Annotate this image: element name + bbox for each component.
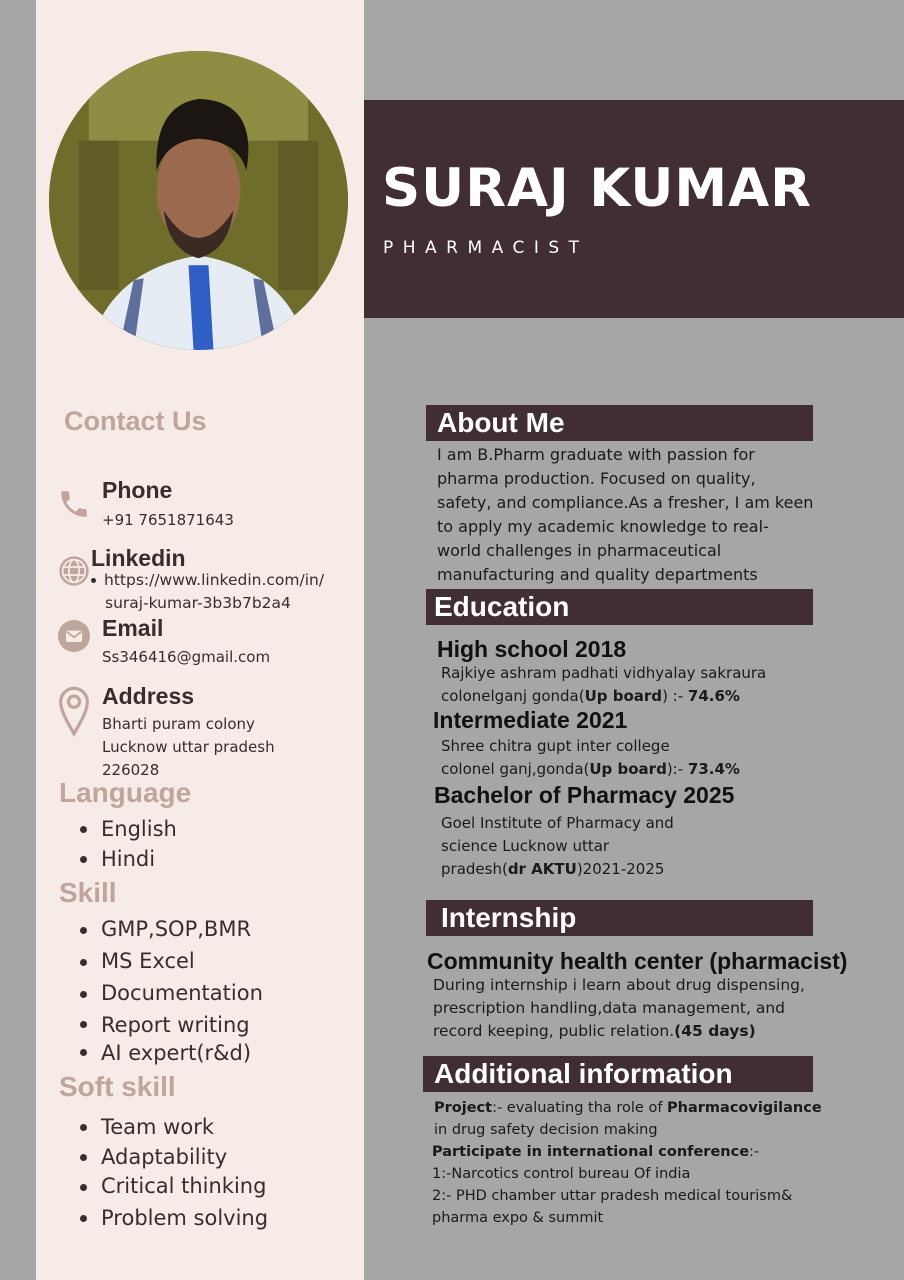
language-list	[57, 814, 177, 874]
internship-heading: Community health center (pharmacist)	[427, 948, 848, 974]
language-item: Hindi	[57, 844, 177, 874]
project-line: in drug safety decision making	[434, 1122, 658, 1138]
address-value	[102, 713, 275, 782]
address-line: Bharti puram colony	[102, 715, 255, 733]
education-line: Goel Institute of Pharmacy and	[441, 814, 674, 832]
globe-icon	[58, 555, 90, 587]
address-label: Address	[102, 683, 195, 709]
skill-title: Skill	[59, 877, 117, 908]
email-label: Email	[102, 615, 164, 641]
soft-skill-item: Adaptability	[57, 1142, 268, 1171]
address-line: 226028	[102, 761, 160, 779]
text-segment: ):-	[666, 760, 688, 778]
education-line	[441, 685, 766, 708]
profile-photo	[49, 51, 348, 350]
soft-skill-item: Critical thinking	[57, 1171, 268, 1203]
education-heading-intermediate: Intermediate 2021	[433, 707, 628, 733]
education-line	[441, 758, 740, 781]
education-line: Rajkiye ashram padhati vidhyalay sakraura	[441, 664, 767, 682]
education-section-header	[426, 589, 813, 625]
address-line: Lucknow uttar pradesh	[102, 738, 275, 756]
internship-line	[433, 1020, 805, 1043]
email-value[interactable]: Ss346416@gmail.com	[102, 648, 271, 666]
text-segment: :- evaluating tha role of	[492, 1100, 668, 1116]
education-line: Shree chitra gupt inter college	[441, 737, 670, 755]
soft-skill-list	[57, 1112, 268, 1233]
language-title: Language	[59, 777, 192, 808]
skill-item: MS Excel	[57, 946, 263, 978]
score: 74.6%	[687, 687, 740, 705]
internship-line: prescription handling,data management, and	[433, 999, 786, 1017]
conference-item: 2:- PHD chamber uttar pradesh medical tourism&	[432, 1188, 793, 1204]
education-line	[441, 858, 674, 881]
internship-title: Internship	[441, 902, 577, 933]
board-name: Up board	[584, 687, 663, 705]
education-title: Education	[434, 591, 570, 622]
internship-line: During internship i learn about drug dispensing,	[433, 976, 805, 994]
education-detail-intermediate	[441, 735, 740, 781]
about-line: manufacturing and quality departments	[437, 565, 758, 584]
education-detail-bpharm	[441, 812, 674, 881]
conference-item: pharma expo & summit	[432, 1210, 604, 1226]
internship-duration: (45 days)	[674, 1022, 756, 1040]
text-segment: :-	[749, 1144, 760, 1160]
phone-icon	[57, 486, 91, 522]
phone-label: Phone	[102, 477, 173, 503]
skill-item: GMP,SOP,BMR	[57, 914, 263, 946]
phone-value: +91 7651871643	[102, 511, 234, 529]
additional-section-header	[423, 1056, 813, 1092]
linkedin-value[interactable]	[91, 569, 324, 615]
conference-heading	[432, 1141, 792, 1163]
conference-label: Participate in international conference	[432, 1144, 750, 1160]
soft-skill-item: Problem solving	[57, 1203, 268, 1233]
education-detail-highschool	[441, 662, 766, 708]
about-text	[437, 443, 813, 587]
language-item: English	[57, 814, 177, 844]
map-pin-icon	[58, 685, 90, 737]
about-line: safety, and compliance.As a fresher, I am keen	[437, 493, 814, 512]
board-name: Up board	[589, 760, 667, 778]
additional-title: Additional information	[434, 1058, 733, 1089]
education-heading-bpharm: Bachelor of Pharmacy 2025	[434, 782, 735, 808]
about-line: pharma production. Focused on quality,	[437, 469, 756, 488]
bullet-dot	[91, 578, 96, 583]
internship-section-header	[426, 900, 813, 936]
profile-photo-illustration	[49, 51, 348, 350]
conference-item: 1:-Narcotics control bureau Of india	[432, 1166, 691, 1182]
project-line	[434, 1097, 822, 1119]
internship-text	[433, 974, 805, 1043]
education-heading-highschool: High school 2018	[437, 636, 627, 662]
skill-item: Report writing	[57, 1010, 263, 1038]
text-segment: )2021-2025	[576, 860, 665, 878]
project-label: Project	[434, 1100, 493, 1116]
education-line: science Lucknow uttar	[441, 837, 610, 855]
contact-title: Contact Us	[64, 406, 207, 436]
score: 73.4%	[687, 760, 740, 778]
text-segment: colonel ganj,gonda(	[441, 760, 590, 778]
linkedin-label: Linkedin	[91, 545, 186, 571]
about-section-header	[426, 405, 813, 441]
about-line: world challenges in pharmaceutical	[437, 541, 722, 560]
text-segment: record keeping, public relation.	[433, 1022, 675, 1040]
envelope-icon	[58, 620, 90, 652]
project-keyword: Pharmacovigilance	[667, 1100, 822, 1116]
university-name: dr AKTU	[507, 860, 577, 878]
candidate-name: SURAJ KUMAR	[382, 158, 812, 219]
text-segment: pradesh(	[441, 860, 508, 878]
linkedin-url-line1[interactable]: https://www.linkedin.com/in/	[104, 571, 325, 589]
about-line: to apply my academic knowledge to real-	[437, 517, 769, 536]
conference-text	[432, 1141, 792, 1229]
candidate-role: PHARMACIST	[383, 238, 589, 258]
text-segment: colonelganj gonda(	[441, 687, 585, 705]
linkedin-url-line2[interactable]: suraj-kumar-3b3b7b2a4	[105, 594, 291, 612]
skill-item: AI expert(r&d)	[57, 1038, 263, 1066]
soft-skill-item: Team work	[57, 1112, 268, 1142]
skill-item: Documentation	[57, 978, 263, 1010]
about-title: About Me	[437, 407, 565, 438]
skill-list	[57, 914, 263, 1066]
about-line: I am B.Pharm graduate with passion for	[437, 445, 755, 464]
soft-skill-title: Soft skill	[59, 1071, 176, 1102]
project-text	[434, 1097, 822, 1141]
text-segment: ) :-	[662, 687, 688, 705]
